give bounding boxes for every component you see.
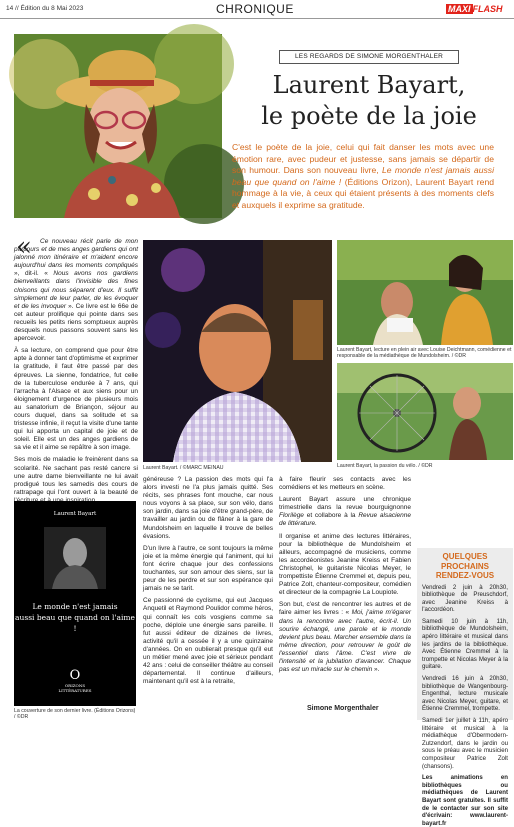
book-cover-photo xyxy=(44,527,106,589)
maxiflash-logo: MAXI FLASH xyxy=(446,4,503,14)
section-rubric: CHRONIQUE xyxy=(216,2,294,16)
book-cover-title: Le monde n'est jamais aussi beau que quand on l'aime ! xyxy=(14,601,136,634)
article-title: Laurent Bayart, le poète de la joie xyxy=(238,70,500,132)
event-item: Vendredi 16 juin à 20h30, bibliothèque de Wangenbourg-Engenthal, lecture musicale avec Nicolas Meyer, guitare, et Étienne Cremmel, trompette. xyxy=(422,675,508,713)
column-kicker: LES REGARDS DE SIMONE MORGENTHALER xyxy=(279,50,459,64)
publisher-logo: O xyxy=(14,668,136,683)
top-bar xyxy=(0,0,514,20)
opening-quote-mark: « xyxy=(16,237,32,257)
header-rule xyxy=(0,18,514,19)
event-item: Samedi 1er juillet à 11h, apéro littéraire et musical à la médiathèque d'Obermodern-Zutzendorf, dans le jardin ou sous le préau avec le musicien compositeur Patrice Zolt (chansons). xyxy=(422,717,508,770)
event-item: Vendredi 2 juin à 20h30, bibliothèque de Preuschdorf, avec Jeanine Kreiss à l'accordéon. xyxy=(422,584,508,614)
bicycle-photo xyxy=(337,363,513,460)
outdoor-reading-photo xyxy=(337,240,513,345)
bicycle-caption: Laurent Bayart, la passion du vélo. / ©DR xyxy=(337,463,513,469)
events-list xyxy=(417,584,513,827)
article-intro: C'est le poète de la joie, celui qui fait danser les mots avec une émotion rare, avec pudeur et justesse, sans jamais se départir de son humour. Dans son nouveau livre, Le monde n'est jamais aussi beau que quand on l'aime ! (Éditions Orizon), Laurent Bayart rend hommage à la vie, à ceux qui étaient présents à des moments clefs et auxquels il exprime sa gratitude. xyxy=(232,142,494,212)
book-caption: La couverture de son dernier livre. (Éditions Orizons) / ©DR xyxy=(14,708,138,721)
publisher-name: ORIZONS LITTÉRATURES xyxy=(14,683,136,693)
events-footer: Les animations en bibliothèques ou médiathèques de Laurent Bayart sont gratuites. Il suffit de le contacter sur son site d'écrivain: www.laurent-bayart.fr xyxy=(422,774,508,827)
book-cover xyxy=(14,501,136,706)
column-2-text: généreuse ? La passion des mots qui l'a alors investi ne l'a plus jamais quitté. Ses récits, ses phrases font mouche, car nous nous voyons à sa place, sur son vélo, dans son jardin, dans sa joie d'être grand-père, de travailler au jardin ou de flâner à la gare de Mundolsheim en laquelle il trouve de belles évasions. D'un livre à l'autre, ce sont toujours la même joie et la même énergie qui l'animent, qui lui font écrire chaque jour des confessions touchantes, sur son amour des siens, sur la peur de les perdre et sur son espérance qui jamais ne se tarit. Ce passionné de cyclisme, qui eut Jacques Anquetil et Raymond Poulidor comme héros, qui connaît les cols vosgiens comme sa poche, déploie une énergie sans pareille. Il fut aussi éditeur de dizaines de livres, activité qu'il a cessée il y a une quinzaine d'années. On en oublierait presque qu'il eut un métier mené avec joie et sérieux pendant 42 ans : celui de conseiller théâtre au conseil départemental. Il continue d'ailleurs, maintenant qu'il est à la retraite, xyxy=(143,476,273,686)
events-box xyxy=(417,548,513,720)
column-1-text: Ce nouveau récit parle de mon parcours et de mes anges gardiens qui ont jalonné mon itinéraire et m'aident encore aujourd'hui dans les moments compliqués », dit-il. « Nous avons nos gardiens bienveillants dans l'invisible des fines cloisons qui nous séparent d'eux. Il suffit simplement de leur parler, de les évoquer et de les invoquer ». Ce livre est le 66e de cet auteur prolifique qui pointe dans ses recueils les petits riens somptueux auprès desquels nous passons souvent sans les apercevoir. À sa lecture, on comprend que pour être apte à donner tant d'optimisme et exprimer la gratitude, il faut être passé par des épreuves. La sienne, fondatrice, fut celle de la tuberculose endurée à 7 ans, qui l'arracha à l'Alsace et aux siens pour un éloignement d'urgence de plusieurs mois au sanatorium de Briançon, séjour au cours duquel, dans sa solitude et sa tristesse infinie, il reçut la visite d'une tante qui lui apporta un capital de joie et de soleil. Elle est un des anges gardiens de sa vie et il aime se repâître à son image. Ses mois de maladie le freinèrent dans sa scolarité. Ne sachant pas resté cancre si une autre dame bienveillante ne lui avait prodigué tous les samedis des cours de rattrapage qui l'ont ouvert à la beauté de xyxy=(14,238,138,505)
page-number: 14 // Édition du 8 Mai 2023 xyxy=(6,5,83,12)
column-3-text: à faire fleurir ses contacts avec les comédiens et les metteurs en scène. Laurent Bayart assure une chronique trimestrielle dans la revue bourguignonne Florilège et collabore à la Revue alsacienne de littérature. Il organise et anime des lectures littéraires, pour la bibliothèque de Mundolsheim et ailleurs, accompagné de musiciens, comme les accordéonistes Jeanine Kreiss et Fabien Christophel, le guitariste Nicolas Meyer, le trompettiste Étienne Cremmel et, depuis peu, Patrice Zolt, chanteur-compositeur, comédien et directeur de la compagnie La Loupiote. Son but, c'est de rencontrer les autres et de faire aimer les livres : « Moi, j'aime m'égarer dans la rencontre avec l'autre, écrit-il. Un sourire échangé, une parole et le monde devient plus beau. Marcher ensemble dans la même direction, pour retrouver le goût de l'essentiel dans l'âme. C'est vivre de l'intensité et la jubilation d'avancer. Chaque pas est un miracle sur le chemin ». xyxy=(279,476,411,674)
reading-caption: Laurent Bayart, lecture en plein air avec Louise Deichtmann, comédienne et responsable de la médiathèque de Mundolsheim. / ©DR xyxy=(337,347,513,360)
portrait-caption: Laurent Bayart. / ©MARC MEINAU xyxy=(143,465,332,471)
events-title: QUELQUES PROCHAINS RENDEZ-VOUS xyxy=(425,552,505,581)
event-item: Samedi 10 juin à 11h, bibliothèque de Mundolsheim, apéro littéraire et musical dans les jardins de la bibliothèque. Avec Étienne Cremmel à la trompette et Nicolas Meyer à la guitare. xyxy=(422,618,508,671)
book-cover-author: Laurent Bayart xyxy=(14,511,136,517)
author-portrait-photo xyxy=(14,34,222,218)
laurent-bayart-portrait-photo xyxy=(143,240,332,462)
author-signature: Simone Morgenthaler xyxy=(307,705,379,712)
